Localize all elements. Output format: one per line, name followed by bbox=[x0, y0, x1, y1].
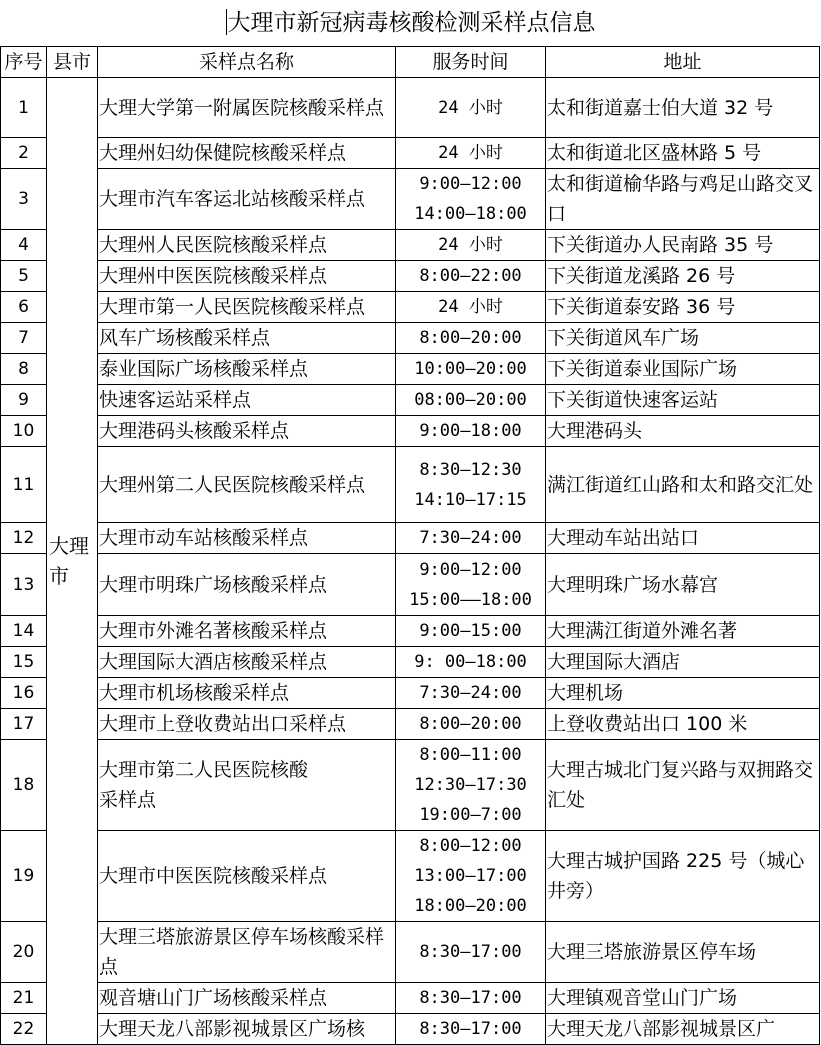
time-range: 24 小时 bbox=[438, 97, 503, 118]
county-cell bbox=[47, 78, 98, 1045]
service-time bbox=[396, 678, 546, 709]
service-time bbox=[396, 554, 546, 616]
site-name: 大理市中医医院核酸采样点 bbox=[98, 831, 396, 922]
time-range: 8:00—11:00 bbox=[419, 745, 522, 765]
service-time bbox=[396, 447, 546, 523]
time-range: 24 小时 bbox=[438, 143, 503, 163]
header-row bbox=[1, 47, 820, 78]
site-name: 大理市第一人民医院核酸采样点 bbox=[98, 292, 396, 323]
time-range: 19:00—7:00 bbox=[419, 805, 522, 825]
service-time bbox=[396, 230, 546, 261]
row-number: 9 bbox=[1, 385, 47, 416]
service-time bbox=[396, 354, 546, 385]
service-time bbox=[396, 416, 546, 447]
row-number: 11 bbox=[1, 447, 47, 523]
title-text: 大理市新冠病毒核酸检测采样点信息 bbox=[227, 10, 596, 36]
row-number: 2 bbox=[1, 138, 47, 169]
table-row bbox=[1, 523, 820, 554]
header-name: 采样点名称 bbox=[98, 47, 396, 78]
table-row bbox=[1, 647, 820, 678]
time-range: 8:00—20:00 bbox=[419, 328, 522, 348]
site-name: 快速客运站采样点 bbox=[98, 385, 396, 416]
time-range: 8:30—17:00 bbox=[419, 988, 522, 1008]
table-row bbox=[1, 447, 820, 523]
header-address: 地址 bbox=[546, 47, 820, 78]
page-title bbox=[0, 0, 821, 46]
site-name: 大理市上登收费站出口采样点 bbox=[98, 709, 396, 740]
time-range: 14:10—17:15 bbox=[414, 489, 527, 510]
header-county: 县市 bbox=[47, 47, 98, 78]
table-row bbox=[1, 138, 820, 169]
table-row bbox=[1, 831, 820, 922]
service-time bbox=[396, 831, 546, 922]
table-row bbox=[1, 922, 820, 983]
table-row bbox=[1, 678, 820, 709]
service-time bbox=[396, 523, 546, 554]
site-address: 下关街道泰安路 36 号 bbox=[546, 292, 820, 323]
site-address: 下关街道泰业国际广场 bbox=[546, 354, 820, 385]
site-name: 风车广场核酸采样点 bbox=[98, 323, 396, 354]
table-row bbox=[1, 230, 820, 261]
site-address: 上登收费站出口 100 米 bbox=[546, 709, 820, 740]
time-range: 24 小时 bbox=[438, 235, 503, 255]
site-name: 大理州第二人民医院核酸采样点 bbox=[98, 447, 396, 523]
time-range: 08:00—20:00 bbox=[414, 390, 527, 410]
service-time bbox=[396, 922, 546, 983]
table-row bbox=[1, 616, 820, 647]
table-row bbox=[1, 740, 820, 831]
site-name: 大理州中医医院核酸采样点 bbox=[98, 261, 396, 292]
row-number: 18 bbox=[1, 740, 47, 831]
site-name: 大理市第二人民医院核酸 采样点 bbox=[98, 740, 396, 831]
service-time bbox=[396, 709, 546, 740]
site-name: 大理港码头核酸采样点 bbox=[98, 416, 396, 447]
row-number: 8 bbox=[1, 354, 47, 385]
table-row bbox=[1, 554, 820, 616]
service-time bbox=[396, 616, 546, 647]
site-address: 大理镇观音堂山门广场 bbox=[546, 983, 820, 1014]
row-number: 3 bbox=[1, 169, 47, 230]
table-row bbox=[1, 169, 820, 230]
time-range: 9:00—12:00 bbox=[419, 559, 522, 580]
site-address: 大理港码头 bbox=[546, 416, 820, 447]
row-number: 5 bbox=[1, 261, 47, 292]
site-address: 大理满江街道外滩名著 bbox=[546, 616, 820, 647]
site-name: 大理天龙八部影视城景区广场核 bbox=[98, 1014, 396, 1045]
site-address: 大理明珠广场水幕宫 bbox=[546, 554, 820, 616]
service-time bbox=[396, 647, 546, 678]
site-address: 下关街道快速客运站 bbox=[546, 385, 820, 416]
row-number: 12 bbox=[1, 523, 47, 554]
site-name: 大理州人民医院核酸采样点 bbox=[98, 230, 396, 261]
row-number: 17 bbox=[1, 709, 47, 740]
row-number: 14 bbox=[1, 616, 47, 647]
table-row bbox=[1, 261, 820, 292]
time-range: 24 小时 bbox=[438, 297, 503, 317]
site-name: 大理市动车站核酸采样点 bbox=[98, 523, 396, 554]
site-address: 大理国际大酒店 bbox=[546, 647, 820, 678]
table-row bbox=[1, 983, 820, 1014]
time-range: 7:30—24:00 bbox=[419, 528, 522, 548]
row-number: 13 bbox=[1, 554, 47, 616]
site-address: 满江街道红山路和太和路交汇处 bbox=[546, 447, 820, 523]
table-row bbox=[1, 1014, 820, 1045]
time-range: 18:00—20:00 bbox=[414, 896, 527, 916]
row-number: 21 bbox=[1, 983, 47, 1014]
row-number: 19 bbox=[1, 831, 47, 922]
row-number: 6 bbox=[1, 292, 47, 323]
service-time bbox=[396, 78, 546, 138]
time-range: 8:00—20:00 bbox=[419, 714, 522, 734]
row-number: 16 bbox=[1, 678, 47, 709]
row-number: 22 bbox=[1, 1014, 47, 1045]
table-row bbox=[1, 354, 820, 385]
table-row bbox=[1, 323, 820, 354]
county-label: 大理市 bbox=[49, 534, 89, 588]
time-range: 7:30—24:00 bbox=[419, 683, 522, 703]
service-time bbox=[396, 983, 546, 1014]
table-row bbox=[1, 385, 820, 416]
site-name: 大理市汽车客运北站核酸采样点 bbox=[98, 169, 396, 230]
service-time bbox=[396, 385, 546, 416]
site-name: 大理市外滩名著核酸采样点 bbox=[98, 616, 396, 647]
row-number: 1 bbox=[1, 78, 47, 138]
site-address: 太和街道榆华路与鸡足山路交叉口 bbox=[546, 169, 820, 230]
table-row bbox=[1, 709, 820, 740]
row-number: 7 bbox=[1, 323, 47, 354]
site-address: 大理三塔旅游景区停车场 bbox=[546, 922, 820, 983]
sampling-sites-table bbox=[0, 46, 820, 1045]
table-body bbox=[1, 78, 820, 1045]
site-address: 下关街道办人民南路 35 号 bbox=[546, 230, 820, 261]
service-time bbox=[396, 138, 546, 169]
service-time bbox=[396, 292, 546, 323]
site-address: 下关街道风车广场 bbox=[546, 323, 820, 354]
table-row bbox=[1, 292, 820, 323]
row-number: 15 bbox=[1, 647, 47, 678]
site-name: 大理国际大酒店核酸采样点 bbox=[98, 647, 396, 678]
site-address: 大理天龙八部影视城景区广 bbox=[546, 1014, 820, 1045]
time-range: 12:30—17:30 bbox=[414, 775, 527, 795]
time-range: 9:00—18:00 bbox=[419, 421, 522, 441]
site-address: 下关街道龙溪路 26 号 bbox=[546, 261, 820, 292]
site-address: 大理古城北门复兴路与双拥路交汇处 bbox=[546, 740, 820, 831]
time-range: 8:00—22:00 bbox=[419, 266, 522, 286]
time-range: 9:00—15:00 bbox=[419, 621, 522, 641]
site-address: 大理动车站出站口 bbox=[546, 523, 820, 554]
service-time bbox=[396, 1014, 546, 1045]
site-name: 大理大学第一附属医院核酸采样点 bbox=[98, 78, 396, 138]
site-address: 太和街道北区盛林路 5 号 bbox=[546, 138, 820, 169]
site-address: 大理机场 bbox=[546, 678, 820, 709]
row-number: 10 bbox=[1, 416, 47, 447]
row-number: 4 bbox=[1, 230, 47, 261]
time-range: 8:30—12:30 bbox=[419, 459, 522, 480]
service-time bbox=[396, 169, 546, 230]
table-row bbox=[1, 78, 820, 138]
row-number: 20 bbox=[1, 922, 47, 983]
site-name: 泰业国际广场核酸采样点 bbox=[98, 354, 396, 385]
service-time bbox=[396, 261, 546, 292]
time-range: 9: 00—18:00 bbox=[414, 652, 527, 672]
text-cursor bbox=[226, 9, 227, 35]
site-name: 大理州妇幼保健院核酸采样点 bbox=[98, 138, 396, 169]
time-range: 13:00—17:00 bbox=[414, 866, 527, 886]
time-range: 15:00——18:00 bbox=[409, 589, 532, 610]
site-address: 太和街道嘉士伯大道 32 号 bbox=[546, 78, 820, 138]
time-range: 14:00—18:00 bbox=[414, 204, 527, 224]
site-name: 大理三塔旅游景区停车场核酸采样点 bbox=[98, 922, 396, 983]
time-range: 10:00—20:00 bbox=[414, 359, 527, 379]
time-range: 8:00—12:00 bbox=[419, 836, 522, 856]
header-time: 服务时间 bbox=[396, 47, 546, 78]
time-range: 9:00—12:00 bbox=[419, 174, 522, 194]
service-time bbox=[396, 740, 546, 831]
time-range: 8:30—17:00 bbox=[419, 1019, 522, 1039]
time-range: 8:30—17:00 bbox=[419, 942, 522, 962]
site-name: 观音塘山门广场核酸采样点 bbox=[98, 983, 396, 1014]
service-time bbox=[396, 323, 546, 354]
site-name: 大理市机场核酸采样点 bbox=[98, 678, 396, 709]
table-row bbox=[1, 416, 820, 447]
site-address: 大理古城护国路 225 号（城心井旁） bbox=[546, 831, 820, 922]
header-no: 序号 bbox=[1, 47, 47, 78]
site-name: 大理市明珠广场核酸采样点 bbox=[98, 554, 396, 616]
